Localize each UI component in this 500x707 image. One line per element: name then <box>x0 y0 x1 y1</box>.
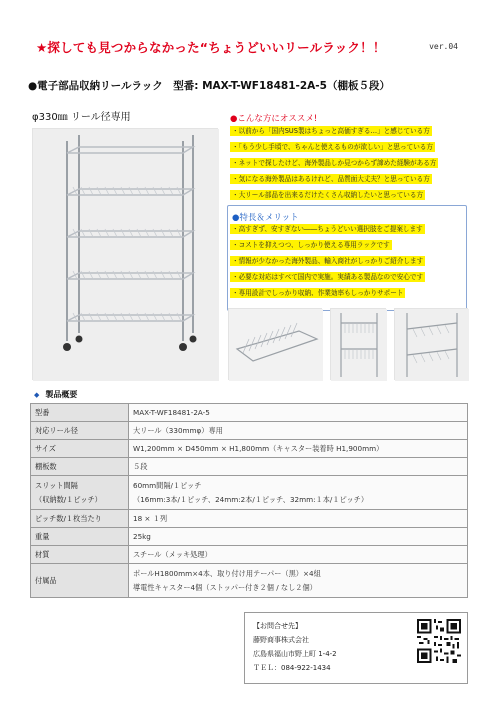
table-row <box>31 546 468 564</box>
wire-rack-illustration <box>33 129 219 381</box>
company-name: 藤野商事株式会社 <box>253 636 309 644</box>
table-row <box>31 510 468 528</box>
overview-heading: ◆ 製品概要 <box>34 390 78 399</box>
spec-value: ポールH1800mm×4本、取り付け用テーパー（黒）×4組 導電性キャスター4個（ストッパー付き２個 / なし２個） <box>129 564 468 598</box>
wire-rack-photo <box>32 128 218 380</box>
spec-value: 60mm間隔/１ピッチ （16mm:3本/１ピッチ、24mm:2本/１ピッチ、32mm:１本/１ピッチ） <box>129 476 468 510</box>
spec-key: 棚板数 <box>31 458 129 476</box>
spec-key: 型番 <box>31 404 129 422</box>
table-row <box>31 458 468 476</box>
company-tel: ＴＥＬ：084-922-1434 <box>253 664 331 672</box>
list-item: ・大リール部品を出来るだけたくさん収納したいと思っている方 <box>232 191 424 199</box>
list-item: ・情報が少なかった海外製品、輸入商社がしっかりご紹介します <box>232 257 424 265</box>
spec-key: スリット間隔 （収納数/１ピッチ） <box>31 476 129 510</box>
rack-shelf-photo <box>228 308 322 380</box>
rack-top-illustration <box>331 309 387 381</box>
spec-key: 重量 <box>31 528 129 546</box>
table-row <box>31 404 468 422</box>
list-item: ・気になる海外製品はあるけれど、品質面大丈夫？と思っている方 <box>232 175 430 183</box>
table-row <box>31 422 468 440</box>
spec-value: ５段 <box>129 458 468 476</box>
rack-top-photo <box>330 308 386 380</box>
spec-key: 材質 <box>31 546 129 564</box>
spec-key: サイズ <box>31 440 129 458</box>
spec-value: 大リール（330mmφ）専用 <box>129 422 468 440</box>
rack-side-illustration <box>395 309 469 381</box>
features-heading: ●特長＆メリット <box>232 213 299 223</box>
version-label: ver.04 <box>429 42 458 51</box>
product-title: ●電子部品収納リールラック 型番: MAX-T-WF18481-2A-5（棚板５段） <box>28 80 390 92</box>
table-row <box>31 528 468 546</box>
spec-table <box>30 403 468 598</box>
list-item: ・コストを抑えつつ、しっかり使える専用ラックです <box>232 241 390 249</box>
diamond-icon: ◆ <box>34 391 40 399</box>
list-item: ・ネットで探したけど、海外製品しか見つからず諦めた経験がある方 <box>232 159 437 167</box>
headline: ★探しても見つからなかった“ちょうどいいリールラック！！ <box>36 40 386 55</box>
contact-box <box>244 612 468 684</box>
spec-value: スチール（メッキ処理） <box>129 546 468 564</box>
list-item: ・高すぎず、安すぎない――ちょうどいい選択肢をご提案します <box>232 225 423 233</box>
contact-heading: 【お問合せ先】 <box>253 622 302 630</box>
spec-value: W1,200mm × D450mm × H1,800mm（キャスター装着時 H1,900mm） <box>129 440 468 458</box>
recommend-heading: ●こんな方にオススメ! <box>230 114 318 124</box>
table-row <box>31 440 468 458</box>
company-address: 広島県福山市野上町 1-4-2 <box>253 650 337 658</box>
recommend-list <box>230 124 470 204</box>
spec-key: 付属品 <box>31 564 129 598</box>
spec-value: 18 × １列 <box>129 510 468 528</box>
table-row <box>31 564 468 598</box>
table-row <box>31 476 468 510</box>
rack-shelf-illustration <box>229 309 323 381</box>
reel-size-label: φ330㎜ リール径専用 <box>32 112 131 123</box>
qr-code-icon <box>417 619 461 663</box>
list-item: ・「もう少し手頃で、ちゃんと使えるものが欲しい」と思っている方 <box>232 143 433 151</box>
spec-value: MAX-T-WF18481-2A-5 <box>129 404 468 422</box>
spec-key: 対応リール径 <box>31 422 129 440</box>
features-list <box>230 222 470 302</box>
spec-value: 25kg <box>129 528 468 546</box>
rack-side-photo <box>394 308 468 380</box>
list-item: ・以前から「国内SUS製はちょっと高価すぎる…」と感じている方 <box>232 127 430 135</box>
list-item: ・専用設計でしっかり収納、作業効率もしっかりサポート <box>232 289 404 297</box>
list-item: ・必要な対応はすべて国内で実施。実績ある製品なので安心です <box>232 273 424 281</box>
spec-key: ピッチ数/１枚当たり <box>31 510 129 528</box>
